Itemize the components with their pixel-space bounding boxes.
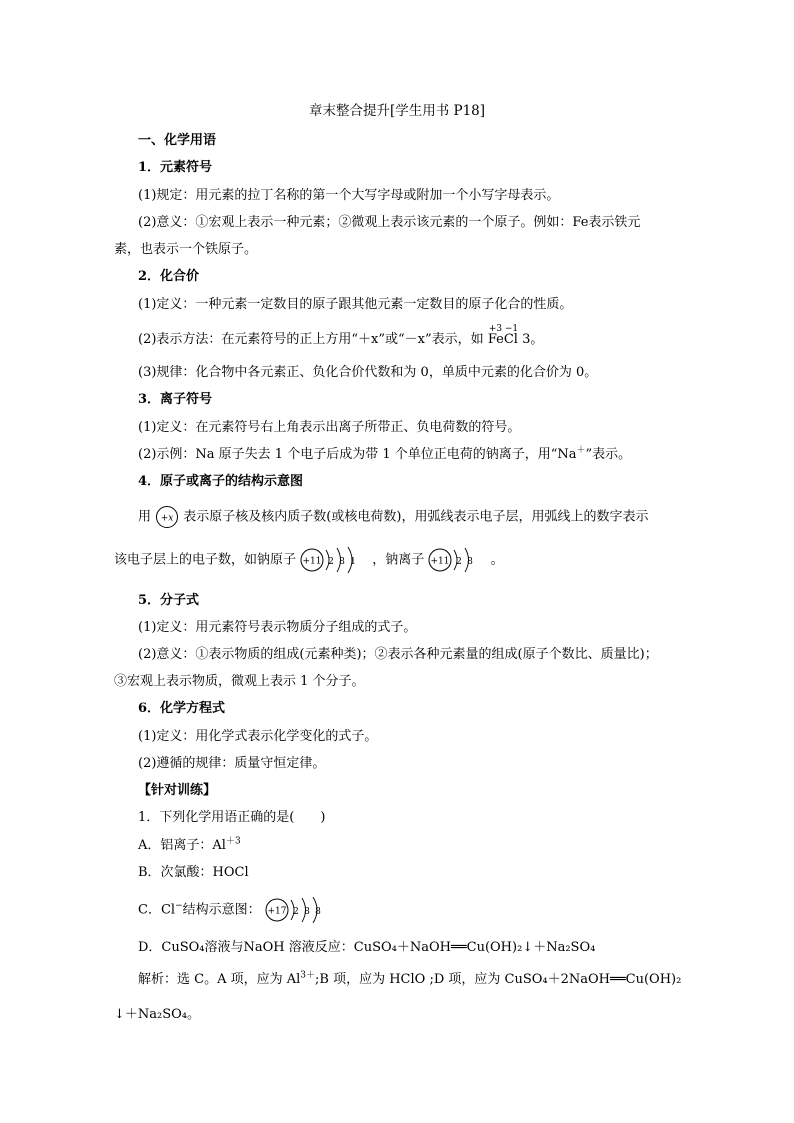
subsection-heading: 1．元素符号 [138, 160, 213, 175]
option-d: D．CuSO₄溶液与NaOH 溶液反应：CuSO₄＋NaOH══Cu(OH)₂↓＋Na₂SO₄ [138, 940, 596, 955]
paragraph-line: (3)规律：化合物中各元素正、负化合价代数和为 0，单质中元素的化合价为 0。 [138, 365, 598, 380]
charge-superscript: ＋3 [225, 836, 241, 847]
valence-value: −1 [504, 324, 519, 334]
section-heading: 一、化学用语 [138, 133, 217, 148]
valence-fe [487, 324, 504, 349]
shell-electrons: 2 [292, 907, 299, 917]
nucleus-label: +x [160, 513, 174, 524]
valence-line [138, 324, 544, 349]
nucleus-charge: +11 [430, 556, 450, 567]
charge-superscript: ＋ [576, 445, 586, 456]
paragraph-line: (1)规定：用元素的拉丁名称的第一个大写字母或附加一个小写字母表示。 [138, 188, 560, 203]
nucleus-symbol [155, 505, 179, 529]
option-c [138, 897, 337, 924]
nucleus-charge: +17 [267, 906, 287, 917]
nucleus-charge: +11 [302, 556, 322, 567]
paragraph-line: (1)定义：用元素符号表示物质分子组成的式子。 [138, 620, 417, 635]
text: ;B 项，应为 HClO ;D 项，应为 CuSO₄＋2NaOH══Cu(OH)₂ [315, 972, 682, 987]
paragraph-line: (2)意义：①表示物质的组成(元素种类)；②表示各种元素量的组成(原子个数比、质量比)； [138, 647, 658, 662]
shell-electrons: 2 [328, 557, 335, 567]
paragraph-line: (1)定义：用化学式表示化学变化的式子。 [138, 729, 378, 744]
text: 该电子层上的电子数，如钠原子 [114, 552, 297, 568]
valence-text: (2)表示方法：在元素符号的正上方用“＋x”或“－x”表示，如 [138, 332, 484, 347]
text: 表示原子核及核内质子数(或核电荷数)，用弧线表示电子层，用弧线上的数字表示 [183, 509, 649, 525]
shell-electrons: 1 [350, 557, 357, 567]
paragraph-line: (1)定义：一种元素一定数目的原子跟其他元素一定数目的原子化合的性质。 [138, 297, 573, 312]
sodium-ion-diagram [428, 547, 486, 573]
charge-superscript: − [175, 901, 183, 912]
text: 解析：选 C。A 项，应为 Al [138, 972, 301, 987]
paragraph-line: (2)意义：①宏观上表示一种元素；②微观上表示该元素的一个原子。例如：Fe表示铁元 [138, 215, 641, 230]
text: ”表示。 [585, 447, 632, 462]
text: C．Cl [138, 902, 176, 918]
paragraph-line: (2)遵循的规律：质量守恒定律。 [138, 756, 326, 771]
text: ，钠离子 [372, 552, 425, 568]
paragraph-line [114, 547, 504, 574]
element-symbol: Fe [487, 332, 504, 347]
element-symbol: Cl [503, 332, 518, 347]
paragraph-line: (1)定义：在元素符号右上角表示出离子所带正、负电荷数的符号。 [138, 420, 521, 435]
paragraph-line [138, 505, 648, 530]
sodium-atom-diagram [300, 547, 368, 573]
paragraph-line [138, 446, 631, 464]
paragraph-line: ③宏观上表示物质，微观上表示 1 个分子。 [114, 674, 365, 689]
subsection-heading: 6．化学方程式 [138, 701, 226, 716]
text: 用 [138, 509, 152, 525]
shell-electrons: 8 [339, 557, 346, 567]
question-stem: 1．下列化学用语正确的是( ) [138, 810, 326, 825]
text: (2)示例：Na 原子失去 1 个电子后成为带 1 个单位正电荷的钠离子，用“Na [138, 447, 577, 462]
subsection-heading: 2．化合价 [138, 269, 200, 284]
answer-line [138, 971, 681, 989]
practice-heading: 【针对训练】 [138, 783, 217, 798]
page-title: 章末整合提升[学生用书 P18] [308, 103, 486, 119]
answer-line: ↓＋Na₂SO₄。 [114, 1007, 201, 1022]
punctuation: 。 [530, 332, 544, 347]
option-a [138, 837, 241, 855]
chloride-ion-diagram [265, 897, 337, 923]
shell-electrons: 8 [303, 907, 310, 917]
charge-superscript: 3＋ [300, 970, 316, 981]
paragraph-line: 素，也表示一个铁原子。 [114, 242, 258, 257]
shell-electrons: 2 [456, 557, 463, 567]
punctuation: 。 [490, 552, 504, 568]
subsection-heading: 3．离子符号 [138, 392, 213, 407]
subsection-heading: 5．分子式 [138, 593, 200, 608]
option-b: B．次氯酸：HOCl [138, 865, 249, 880]
shell-electrons: 8 [467, 557, 474, 567]
text: A．铝离子：Al [138, 838, 226, 853]
shell-electrons: 8 [314, 907, 321, 917]
valence-value: +3 [488, 324, 503, 334]
subsection-heading: 4．原子或离子的结构示意图 [138, 474, 304, 489]
text: 结构示意图： [182, 902, 261, 918]
subscript-count: 3 [522, 332, 531, 347]
valence-cl [503, 324, 519, 349]
